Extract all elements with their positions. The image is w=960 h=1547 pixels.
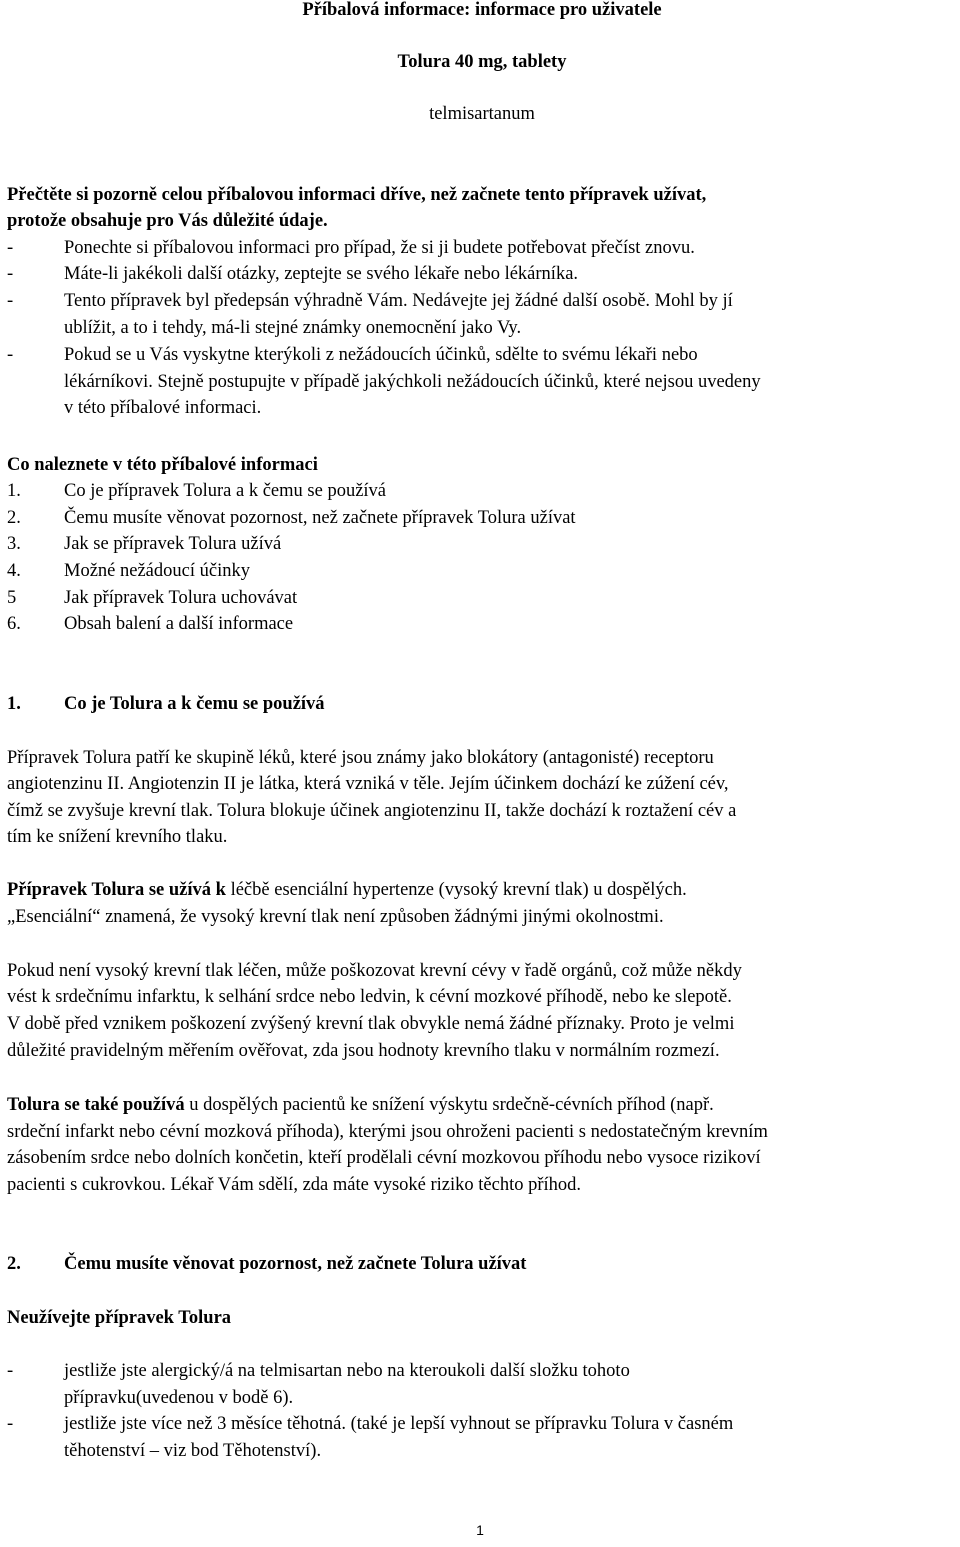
product-name: Tolura 40 mg, tablety [397, 52, 567, 72]
bullet-text: ublížit, a to i tehdy, má-li stejné známky onemocnění jako Vy. [64, 318, 522, 338]
bullet-text: Máte-li jakékoli další otázky, zeptejte se svého lékaře nebo lékárníka. [64, 264, 579, 284]
paragraph-line: důležité pravidelným měřením ověřovat, zda jsou hodnoty krevního tlaku v normálním rozmezí. [7, 1041, 720, 1061]
paragraph-line: vést k srdečnímu infarktu, k selhání srdce nebo ledvin, k cévní mozkové příhodě, nebo ke slepotě. [7, 987, 732, 1007]
paragraph-line [7, 1092, 714, 1118]
toc-item-number: 1. [7, 481, 21, 501]
bullet-dash: - [7, 238, 14, 258]
bullet-dash: - [7, 291, 14, 311]
paragraph-line [7, 877, 687, 903]
bullet-text: Ponechte si příbalovou informaci pro případ, že si ji budete potřebovat přečíst znovu. [64, 238, 695, 258]
paragraph-line: angiotenzinu II. Angiotenzin II je látka, která vzniká v těle. Jejím účinkem dochází ke zúžení cév, [7, 774, 729, 794]
paragraph-line: Přípravek Tolura patří ke skupině léků, které jsou známy jako blokátory (antagonisté) receptoru [7, 748, 714, 768]
toc-item-number: 2. [7, 508, 21, 528]
paragraph-line: srdeční infarkt nebo cévní mozková příhoda), kterými jsou ohroženi pacienti s nedostatečným krevním [7, 1122, 768, 1142]
toc-item-text: Co je přípravek Tolura a k čemu se používá [64, 481, 387, 501]
section-title: Co je Tolura a k čemu se používá [64, 694, 325, 714]
subheading: Neužívejte přípravek Tolura [7, 1308, 232, 1328]
bullet-dash: - [7, 1414, 14, 1434]
bold-lead: Tolura se také používá [7, 1095, 185, 1115]
bullet-text: Tento přípravek byl předepsán výhradně Vám. Nedávejte jej žádné další osobě. Mohl by jí [64, 291, 733, 311]
toc-item-text: Čemu musíte věnovat pozornost, než začnete přípravek Tolura užívat [64, 508, 576, 528]
toc-item-number: 6. [7, 614, 21, 634]
bullet-text: přípravku(uvedenou v bodě 6). [64, 1388, 294, 1408]
bullet-text: lékárníkovi. Stejně postupujte v případě jakýchkoli nežádoucích účinků, které nejsou uvedeny [64, 372, 761, 392]
toc-item-text: Jak se přípravek Tolura užívá [64, 534, 282, 554]
paragraph-line: tím ke snížení krevního tlaku. [7, 827, 228, 847]
bullet-text: těhotenství – viz bod Těhotenství). [64, 1441, 322, 1461]
section-number: 1. [7, 694, 21, 714]
paragraph-line: zásobením srdce nebo dolních končetin, kteří prodělali cévní mozkovou příhodu nebo vysoce rizikoví [7, 1148, 761, 1168]
paragraph-line: pacienti s cukrovkou. Lékař Vám sdělí, zda máte vysoké riziko těchto příhod. [7, 1175, 582, 1195]
toc-item-text: Možné nežádoucí účinky [64, 561, 250, 581]
section-title: Čemu musíte věnovat pozornost, než začnete Tolura užívat [64, 1254, 527, 1274]
paragraph-text: u dospělých pacientů ke snížení výskytu srdečně-cévních příhod (např. [184, 1095, 714, 1115]
toc-item-text: Jak přípravek Tolura uchovávat [64, 588, 298, 608]
page-number: 1 [476, 1522, 484, 1538]
bold-lead: Přípravek Tolura se užívá k [7, 880, 226, 900]
document-title: Příbalová informace: informace pro uživatele [302, 0, 662, 20]
toc-item-number: 5 [7, 588, 17, 608]
bullet-text: v této příbalové informaci. [64, 398, 262, 418]
bullet-dash: - [7, 264, 14, 284]
bullet-text: jestliže jste více než 3 měsíce těhotná. (také je lepší vyhnout se přípravku Tolura v časném [64, 1414, 734, 1434]
toc-item-text: Obsah balení a další informace [64, 614, 294, 634]
paragraph-line: „Esenciální“ znamená, že vysoký krevní tlak není způsoben žádnými jinými okolnostmi. [7, 907, 664, 927]
toc-heading: Co naleznete v této příbalové informaci [7, 455, 318, 475]
bullet-text: Pokud se u Vás vyskytne kterýkoli z nežádoucích účinků, sdělte to svému lékaři nebo [64, 345, 698, 365]
intro-bold-line-2: protože obsahuje pro Vás důležité údaje. [7, 211, 328, 231]
bullet-text: jestliže jste alergický/á na telmisartan nebo na kteroukoli další složku tohoto [64, 1361, 630, 1381]
bullet-dash: - [7, 1361, 14, 1381]
toc-item-number: 3. [7, 534, 21, 554]
bullet-dash: - [7, 345, 14, 365]
paragraph-line: Pokud není vysoký krevní tlak léčen, může poškozovat krevní cévy v řadě orgánů, což může někdy [7, 961, 742, 981]
toc-item-number: 4. [7, 561, 21, 581]
active-substance: telmisartanum [429, 104, 535, 124]
paragraph-line: čímž se zvyšuje krevní tlak. Tolura blokuje účinek angiotenzinu II, takže dochází k roztažení cév a [7, 801, 737, 821]
paragraph-text: léčbě esenciální hypertenze (vysoký krevní tlak) u dospělých. [225, 880, 687, 900]
section-number: 2. [7, 1254, 21, 1274]
paragraph-line: V době před vznikem poškození zvýšený krevní tlak obvykle nemá žádné příznaky. Proto je velmi [7, 1014, 735, 1034]
intro-bold-line-1: Přečtěte si pozorně celou příbalovou informaci dříve, než začnete tento přípravek užívat, [7, 185, 707, 205]
